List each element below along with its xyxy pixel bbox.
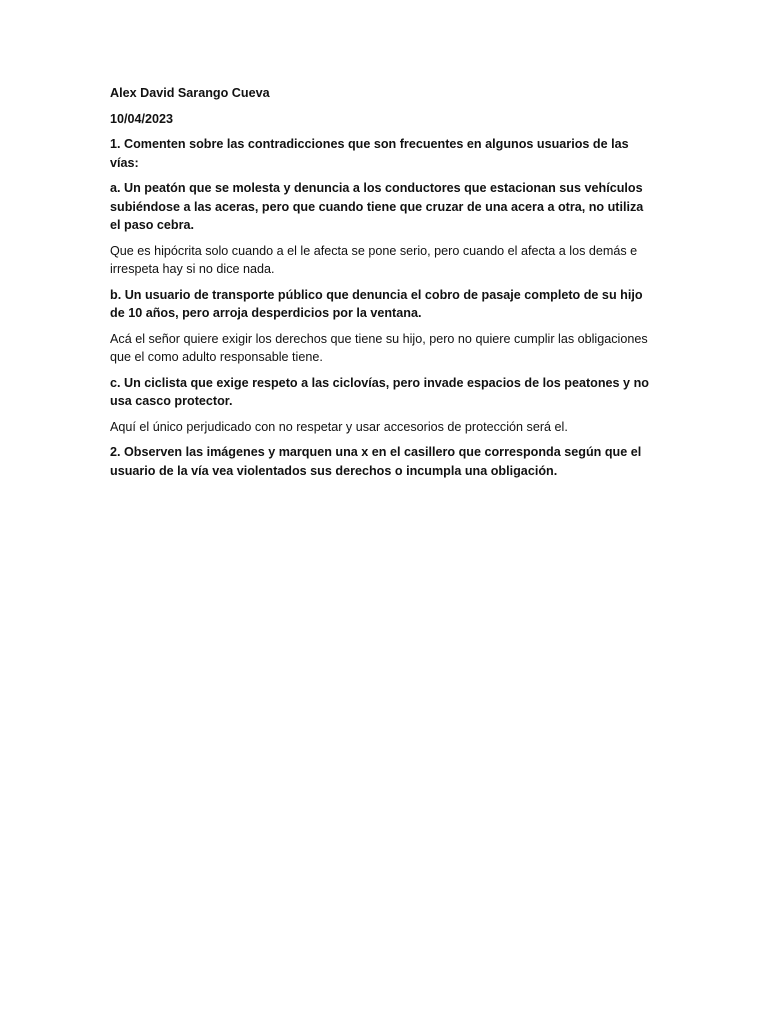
item-b: b. Un usuario de transporte público que denuncia el cobro de pasaje completo de su hijo de 10 años, pero arroja desperdicios por la ventana.	[110, 287, 643, 320]
item-c: c. Un ciclista que exige respeto a las ciclovías, pero invade espacios de los peatones y no usa casco protector.	[110, 375, 649, 408]
author-name: Alex David Sarango Cueva	[110, 86, 270, 100]
answer-b: Acá el señor quiere exigir los derechos que tiene su hijo, pero no quiere cumplir las obligaciones que el como adulto responsable tiene.	[110, 331, 648, 364]
document-body	[110, 84, 655, 487]
document-date: 10/04/2023	[110, 111, 174, 126]
item-a: a. Un peatón que se molesta y denuncia a los conductores que estacionan sus vehículos subiéndose a las aceras, pero que cuando tiene que cruzar de una acera a otra, no utiliza el paso cebra.	[110, 181, 644, 232]
question-2: 2. Observen las imágenes y marquen una x en el casillero que corresponda según que el usuario de la vía vea violentados sus derechos o incumpla una obligación.	[110, 445, 642, 478]
answer-a: Que es hipócrita solo cuando a el le afecta se pone serio, pero cuando el afecta a los demás e irrespeta hay si no dice nada.	[110, 243, 638, 276]
question-1: 1. Comenten sobre las contradicciones que son frecuentes en algunos usuarios de las vías:	[110, 137, 629, 170]
answer-c: Aquí el único perjudicado con no respetar y usar accesorios de protección será el.	[110, 419, 568, 434]
